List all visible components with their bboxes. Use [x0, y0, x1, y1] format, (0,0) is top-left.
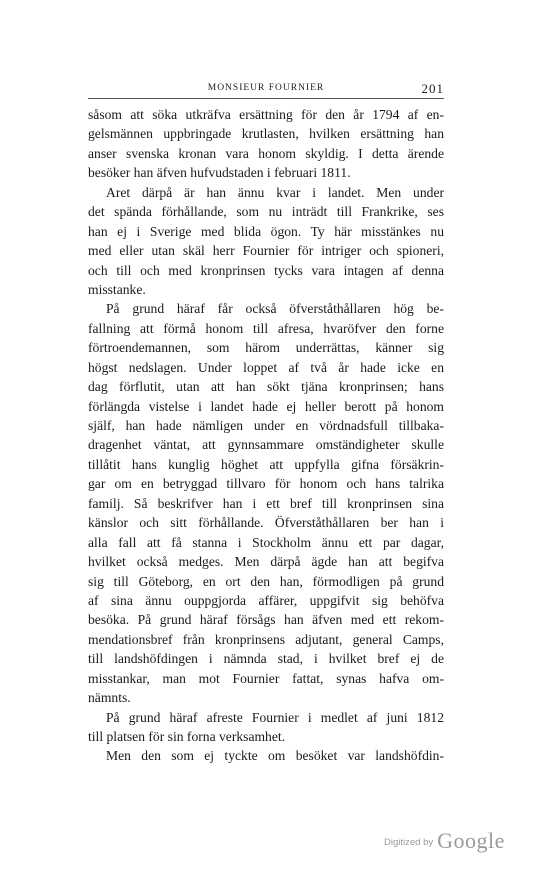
running-title: MONSIEUR FOURNIER — [207, 83, 325, 93]
text-line: med eller utan skäl herr Fournier för intriger och spioneri, — [88, 243, 444, 259]
text-line: själf, han hade nämligen under en vördnadsfull tillbaka- — [88, 418, 444, 433]
text-line: nämnts. — [88, 690, 131, 706]
text-line: af sina ännu ouppgjorda affärer, uppgifvit sig behöfva — [88, 592, 444, 608]
text-line: besöka. På grund häraf försågs han äfven med ett rekom- — [88, 612, 444, 628]
text-line: misstankar, man mot Fournier fattat, synas hafva om- — [88, 670, 444, 686]
text-line: På grund häraf afreste Fournier i medlet af juni 1812 — [106, 709, 444, 725]
text-line: hvilket också medges. Men därpå ägde han att begifva — [88, 554, 444, 570]
watermark-prefix: Digitized by — [384, 837, 434, 848]
text-line: Aret därpå är han ännu kvar i landet. Men under — [106, 184, 444, 200]
text-line: sig till Göteborg, en ort den han, förmodligen på grund — [88, 573, 444, 589]
text-line: dag förflutit, utan att han sökt tjäna kronprinsen; hans — [88, 379, 444, 395]
text-line: till landshöfdingen i nämnda stad, i hvilket bref ej de — [88, 651, 444, 667]
google-logo: Google — [437, 828, 505, 853]
text-line: gar om en betryggad tillvaro för honom och hans talrika — [88, 476, 444, 492]
page-number: 201 — [421, 81, 444, 96]
text-line: alla fall att få stanna i Stockholm ännu ett par dagar, — [88, 534, 444, 550]
text-line: han ej i Sverige med blida ögon. Ty här misstänkes nu — [88, 223, 444, 239]
text-line: såsom att söka utkräfva ersättning för den år 1794 af en- — [88, 107, 444, 122]
text-line: tillåtit hans kunglig höghet att uppfylla gifna försäkrin- — [88, 456, 444, 472]
running-header — [88, 81, 444, 97]
text-line: mendationsbref från kronprinsens adjutant, general Camps, — [88, 631, 444, 647]
text-line: gelsmännen uppbringade krutlasten, hvilken ersättning han — [88, 126, 444, 142]
text-line: familj. Så beskrifver han i ett bref till kronprinsen sina — [88, 495, 444, 511]
body-text — [88, 105, 444, 766]
text-line: fallning att förmå honom till afresa, hvaröfver den forne — [88, 320, 444, 336]
text-line: dragenhet väntat, att gynnsammare omständigheter skulle — [88, 437, 444, 453]
header-rule — [88, 98, 444, 99]
text-line: förlängda vistelse i landet hade ej heller berott på honom — [88, 398, 444, 414]
text-line: känslor och sitt förhållande. Öfverståthållaren ber han i — [88, 515, 444, 531]
text-line: det spända förhållande, som nu inträdt till Frankrike, ses — [88, 204, 444, 220]
text-line: förtroendemannen, som härom underrättas, känner sig — [88, 340, 444, 356]
text-line: anser svenska kronan vara honom skyldig. I detta ärende — [88, 145, 444, 161]
text-line: och till och med kronprinsen tycks vara intagen af denna — [88, 262, 444, 278]
text-line: besöker han äfven hufvudstaden i februari 1811. — [88, 165, 351, 181]
text-line: misstanke. — [88, 281, 146, 297]
text-line: Men den som ej tyckte om besöket var landshöfdin- — [106, 748, 444, 764]
text-line: På grund häraf får också öfverståthållaren hög be- — [106, 301, 444, 317]
google-watermark — [384, 828, 505, 858]
text-line: högst nedslagen. Under loppet af två år hade icke en — [88, 359, 444, 375]
text-line: till platsen för sin forna verksamhet. — [88, 729, 286, 744]
